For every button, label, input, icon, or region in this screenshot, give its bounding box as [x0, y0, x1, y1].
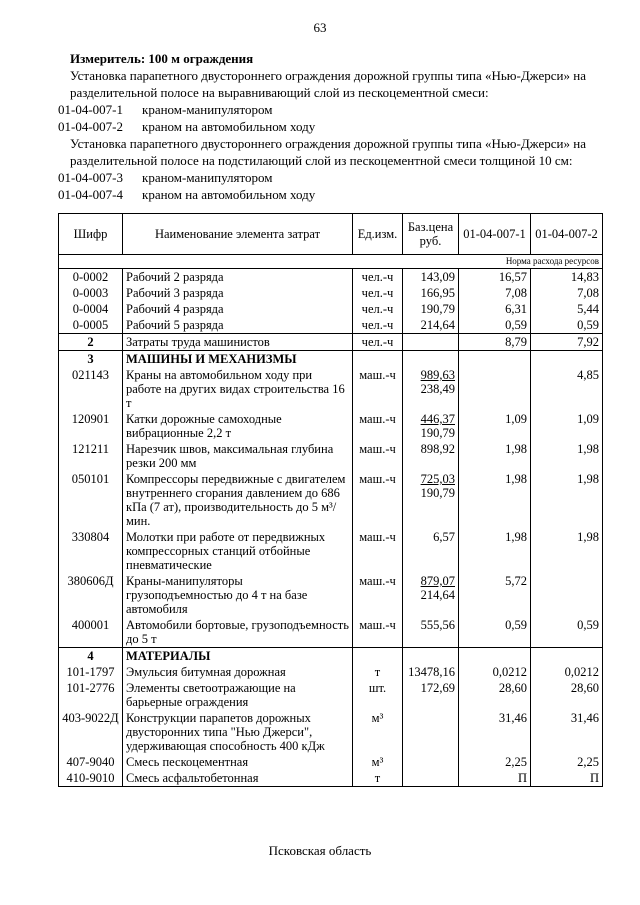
cell-v2-text: 1,98	[577, 442, 599, 456]
cell-code	[59, 411, 123, 441]
cell-name	[123, 710, 353, 754]
table-header-row	[59, 214, 603, 255]
cell-unit-text: маш.-ч	[359, 574, 396, 588]
cell-name	[123, 269, 353, 286]
cell-v2	[531, 367, 603, 411]
code-line-3	[58, 169, 610, 186]
norm-label: Норма расхода ресурсов	[59, 255, 603, 269]
cell-v2-text: 1,98	[577, 472, 599, 486]
measurer-heading: Измеритель: 100 м ограждения	[70, 51, 254, 66]
cell-name	[123, 680, 353, 710]
cell-unit	[353, 441, 403, 471]
cell-code-text: 2	[87, 335, 94, 349]
cell-v2-text: 1,09	[577, 412, 599, 426]
cell-price	[403, 367, 459, 411]
cell-price-text: 13478,16	[408, 665, 455, 679]
cell-name	[123, 317, 353, 334]
cell-v2	[531, 754, 603, 770]
cell-unit-text: м³	[371, 711, 384, 725]
cell-name	[123, 573, 353, 617]
cell-code-text: 120901	[71, 412, 110, 426]
code-3-text: краном-манипулятором	[142, 170, 273, 185]
cell-v1	[459, 471, 531, 529]
cell-price	[403, 648, 459, 665]
cell-unit-text: т	[374, 771, 381, 785]
cell-v2-text: П	[589, 771, 599, 785]
cell-v1	[459, 411, 531, 441]
cell-v2-text: 7,08	[577, 286, 599, 300]
cell-code-text: 050101	[71, 472, 110, 486]
code-2-text: краном на автомобильном ходу	[142, 119, 316, 134]
cell-name	[123, 664, 353, 680]
code-4-text: краном на автомобильном ходу	[142, 187, 316, 202]
table-row	[59, 351, 603, 368]
code-1: 01-04-007-1	[58, 102, 123, 117]
cell-v1	[459, 285, 531, 301]
code-2: 01-04-007-2	[58, 119, 123, 134]
cell-unit	[353, 471, 403, 529]
cell-price-text: 898,92	[420, 442, 455, 456]
table-row	[59, 367, 603, 411]
cell-price	[403, 710, 459, 754]
cell-code	[59, 367, 123, 411]
cell-code	[59, 680, 123, 710]
cell-unit	[353, 617, 403, 648]
cell-name-text: Затраты труда машинистов	[126, 335, 270, 349]
cell-unit	[353, 648, 403, 665]
cell-code	[59, 471, 123, 529]
code-4: 01-04-007-4	[58, 187, 123, 202]
cell-unit-text: маш.-ч	[359, 530, 396, 544]
cell-unit-text: м³	[371, 755, 384, 769]
cell-price-text: 6,57	[433, 530, 455, 544]
cell-price-text: 446,37	[420, 412, 455, 426]
cell-price-text: 555,56	[420, 618, 455, 632]
cell-name	[123, 411, 353, 441]
cell-unit	[353, 285, 403, 301]
cell-name	[123, 617, 353, 648]
cell-price-text: 989,63	[420, 368, 455, 382]
cell-v2	[531, 617, 603, 648]
table-row	[59, 441, 603, 471]
table-row	[59, 269, 603, 286]
cell-v1-text: 1,98	[505, 472, 527, 486]
cell-price	[403, 411, 459, 441]
cell-v2	[531, 648, 603, 665]
header-name: Наименование элемента затрат	[123, 214, 353, 255]
cell-v2-text: 7,92	[577, 335, 599, 349]
cell-price	[403, 285, 459, 301]
cell-price-secondary: 190,79	[420, 426, 455, 440]
cell-price	[403, 770, 459, 787]
description-1: Установка парапетного двустороннего ограждения дорожной группы типа «Нью-Джерси» на разделительной полосе на выравнивающий слой из пескоцементной смеси:	[70, 68, 586, 100]
cell-name	[123, 441, 353, 471]
cell-price	[403, 617, 459, 648]
cell-price-text: 725,03	[420, 472, 455, 486]
cell-unit	[353, 529, 403, 573]
cell-v2-text: 28,60	[570, 681, 599, 695]
cell-price-secondary: 214,64	[420, 588, 455, 602]
cell-v1	[459, 301, 531, 317]
table-row	[59, 710, 603, 754]
cell-unit-text: чел.-ч	[361, 335, 394, 349]
cell-price	[403, 529, 459, 573]
cell-v1	[459, 529, 531, 573]
cell-name-text: Краны на автомобильном ходу при работе на других видах строительства 16 т	[126, 368, 345, 410]
cell-code	[59, 317, 123, 334]
cell-v1-text: 2,25	[505, 755, 527, 769]
code-3: 01-04-007-3	[58, 170, 123, 185]
cell-name	[123, 351, 353, 368]
cell-price	[403, 471, 459, 529]
cell-unit	[353, 754, 403, 770]
cell-v2-text: 0,0212	[564, 665, 599, 679]
cell-v2	[531, 710, 603, 754]
cell-v2-text: 0,59	[577, 618, 599, 632]
cell-price-text: 166,95	[420, 286, 455, 300]
cell-code	[59, 351, 123, 368]
table-row	[59, 617, 603, 648]
resource-table	[58, 213, 603, 787]
table-row	[59, 334, 603, 351]
cell-name-text: МАШИНЫ И МЕХАНИЗМЫ	[126, 352, 297, 366]
cell-unit-text: маш.-ч	[359, 412, 396, 426]
table-row	[59, 680, 603, 710]
cell-unit-text: маш.-ч	[359, 442, 396, 456]
cell-code-text: 3	[87, 352, 94, 366]
cell-price	[403, 573, 459, 617]
cell-v1	[459, 648, 531, 665]
cell-code-text: 121211	[71, 442, 110, 456]
cell-price	[403, 334, 459, 351]
cell-price	[403, 317, 459, 334]
cell-unit	[353, 269, 403, 286]
table-row	[59, 664, 603, 680]
cell-v1	[459, 351, 531, 368]
cell-v2	[531, 441, 603, 471]
cell-unit	[353, 411, 403, 441]
cell-name-text: Автомобили бортовые, грузоподъемность до 5 т	[126, 618, 349, 646]
cell-unit	[353, 367, 403, 411]
cell-v2-text: 2,25	[577, 755, 599, 769]
cell-v1	[459, 680, 531, 710]
cell-code-text: 021143	[71, 368, 110, 382]
cell-price-secondary: 238,49	[420, 382, 455, 396]
cell-v2	[531, 351, 603, 368]
cell-unit-text: чел.-ч	[361, 286, 394, 300]
table-row	[59, 754, 603, 770]
cell-code-text: 0-0004	[72, 302, 109, 316]
cell-v1-text: 0,59	[505, 618, 527, 632]
footer-region: Псковская область	[268, 843, 372, 858]
cell-v2-text: 14,83	[570, 270, 599, 284]
cell-unit-text: чел.-ч	[361, 318, 394, 332]
cell-unit	[353, 710, 403, 754]
cell-name	[123, 529, 353, 573]
cell-price-text: 190,79	[420, 302, 455, 316]
cell-v1-text: 6,31	[505, 302, 527, 316]
header-unit: Ед.изм.	[353, 214, 403, 255]
table-row	[59, 770, 603, 787]
cell-unit-text: маш.-ч	[359, 472, 396, 486]
cell-name-text: Эмульсия битумная дорожная	[126, 665, 286, 679]
cell-price-text: 143,09	[420, 270, 455, 284]
cell-name	[123, 301, 353, 317]
cell-name-text: Рабочий 4 разряда	[126, 302, 224, 316]
cell-code	[59, 269, 123, 286]
cell-code-text: 0-0002	[72, 270, 109, 284]
cell-code-text: 0-0005	[72, 318, 109, 332]
cell-code	[59, 573, 123, 617]
description-2: Установка парапетного двустороннего ограждения дорожной группы типа «Нью-Джерси» на разделительной полосе на подстилающий слой из пескоцементной смеси толщиной 10 см:	[70, 136, 586, 168]
table-row	[59, 529, 603, 573]
cell-v2	[531, 269, 603, 286]
cell-v2-text: 1,98	[577, 530, 599, 544]
code-line-4	[58, 186, 610, 203]
cell-code-text: 0-0003	[72, 286, 109, 300]
cell-v1	[459, 334, 531, 351]
cell-unit	[353, 317, 403, 334]
cell-unit	[353, 351, 403, 368]
cell-v1-text: 0,0212	[492, 665, 527, 679]
norm-row	[59, 255, 603, 269]
cell-code	[59, 441, 123, 471]
cell-code-text: 400001	[71, 618, 110, 632]
cell-name	[123, 367, 353, 411]
cell-code-text: 330804	[71, 530, 110, 544]
cell-name-text: Краны-манипуляторы грузоподъемностью до 4 т на базе автомобиля	[126, 574, 308, 616]
table-row	[59, 411, 603, 441]
cell-code-text: 410-9010	[66, 771, 115, 785]
cell-v2-text: 0,59	[577, 318, 599, 332]
cell-code	[59, 710, 123, 754]
cell-name-text: Компрессоры передвижные с двигателем внутреннего сгорания давлением до 686 кПа (7 ат), производительность до 5 м³/мин.	[126, 472, 346, 528]
cell-v1	[459, 710, 531, 754]
cell-name-text: Нарезчик швов, максимальная глубина резки 200 мм	[126, 442, 334, 470]
cell-code	[59, 301, 123, 317]
cell-v1-text: 0,59	[505, 318, 527, 332]
cell-v2-text: 4,85	[577, 368, 599, 382]
cell-name-text: Смесь асфальтобетонная	[126, 771, 259, 785]
cell-v2	[531, 301, 603, 317]
cell-name-text: МАТЕРИАЛЫ	[126, 649, 211, 663]
cell-price-text: 172,69	[420, 681, 455, 695]
cell-price	[403, 441, 459, 471]
cell-code	[59, 285, 123, 301]
cell-unit	[353, 573, 403, 617]
cell-price	[403, 269, 459, 286]
cell-unit	[353, 334, 403, 351]
cell-name-text: Катки дорожные самоходные вибрационные 2,2 т	[126, 412, 282, 440]
header-col1: 01-04-007-1	[459, 214, 531, 255]
cell-v1	[459, 770, 531, 787]
table-row	[59, 317, 603, 334]
cell-code-text: 403-9022Д	[62, 711, 119, 725]
cell-unit-text: шт.	[368, 681, 387, 695]
cell-v1-text: П	[517, 771, 527, 785]
cell-name-text: Рабочий 3 разряда	[126, 286, 224, 300]
cell-name	[123, 471, 353, 529]
cell-name	[123, 770, 353, 787]
cell-v2	[531, 411, 603, 441]
cell-v1-text: 1,98	[505, 442, 527, 456]
header-col2: 01-04-007-2	[531, 214, 603, 255]
cell-v1	[459, 367, 531, 411]
code-1-text: краном-манипулятором	[142, 102, 273, 117]
cell-price	[403, 351, 459, 368]
cell-price-secondary: 190,79	[420, 486, 455, 500]
cell-v1	[459, 441, 531, 471]
document-intro	[58, 50, 610, 203]
cell-name-text: Рабочий 5 разряда	[126, 318, 224, 332]
cell-code-text: 407-9040	[66, 755, 115, 769]
cell-price-text: 879,07	[420, 574, 455, 588]
cell-code	[59, 770, 123, 787]
cell-v1	[459, 573, 531, 617]
cell-v1-text: 1,09	[505, 412, 527, 426]
cell-v1	[459, 317, 531, 334]
table-row	[59, 301, 603, 317]
cell-unit-text: чел.-ч	[361, 270, 394, 284]
cell-v1-text: 31,46	[498, 711, 527, 725]
table-body	[59, 269, 603, 787]
cell-code	[59, 664, 123, 680]
cell-price-text: 214,64	[420, 318, 455, 332]
cell-v1	[459, 664, 531, 680]
cell-code	[59, 334, 123, 351]
cell-v1-text: 5,72	[505, 574, 527, 588]
cell-v2	[531, 529, 603, 573]
cell-code-text: 380606Д	[67, 574, 114, 588]
cell-v1-text: 7,08	[505, 286, 527, 300]
cell-code	[59, 617, 123, 648]
cell-v2-text: 31,46	[570, 711, 599, 725]
cell-name-text: Рабочий 2 разряда	[126, 270, 224, 284]
cell-name-text: Элементы светоотражающие на барьерные ограждения	[126, 681, 296, 709]
cell-unit	[353, 664, 403, 680]
cell-v2	[531, 770, 603, 787]
cell-v1	[459, 269, 531, 286]
header-price: Баз.цена руб.	[403, 214, 459, 255]
cell-v1	[459, 754, 531, 770]
cell-name-text: Смесь пескоцементная	[126, 755, 249, 769]
table-row	[59, 573, 603, 617]
cell-name	[123, 334, 353, 351]
cell-v1-text: 1,98	[505, 530, 527, 544]
cell-unit-text: маш.-ч	[359, 368, 396, 382]
cell-name-text: Конструкции парапетов дорожных двусторонних типа "Нью Джерси", удерживающая способность 400 кДж	[126, 711, 325, 753]
cell-v1-text: 28,60	[498, 681, 527, 695]
cell-name-text: Молотки при работе от передвижных компрессорных станций отбойные пневматические	[126, 530, 326, 572]
cell-name	[123, 285, 353, 301]
cell-unit	[353, 770, 403, 787]
cell-unit-text: чел.-ч	[361, 302, 394, 316]
code-line-2	[58, 118, 610, 135]
cell-v2	[531, 317, 603, 334]
cell-v2	[531, 664, 603, 680]
cell-code-text: 101-2776	[66, 681, 115, 695]
cell-v2	[531, 285, 603, 301]
cell-v1-text: 16,57	[498, 270, 527, 284]
cell-unit	[353, 301, 403, 317]
cell-code-text: 4	[87, 649, 94, 663]
cell-unit-text: маш.-ч	[359, 618, 396, 632]
table-row	[59, 285, 603, 301]
cell-v1-text: 8,79	[505, 335, 527, 349]
cell-price	[403, 301, 459, 317]
cell-code	[59, 648, 123, 665]
code-line-1	[58, 101, 610, 118]
cell-price	[403, 754, 459, 770]
cell-v1	[459, 617, 531, 648]
header-code: Шифр	[59, 214, 123, 255]
cell-v2	[531, 573, 603, 617]
cell-code	[59, 529, 123, 573]
table-row	[59, 471, 603, 529]
cell-unit	[353, 680, 403, 710]
cell-name	[123, 754, 353, 770]
cell-v2-text: 5,44	[577, 302, 599, 316]
cell-code	[59, 754, 123, 770]
cell-price	[403, 664, 459, 680]
cell-code-text: 101-1797	[66, 665, 115, 679]
table-row	[59, 648, 603, 665]
cell-price	[403, 680, 459, 710]
cell-v2	[531, 471, 603, 529]
cell-unit-text: т	[374, 665, 381, 679]
cell-v2	[531, 334, 603, 351]
cell-name	[123, 648, 353, 665]
cell-v2	[531, 680, 603, 710]
page-number: 63	[313, 20, 327, 35]
